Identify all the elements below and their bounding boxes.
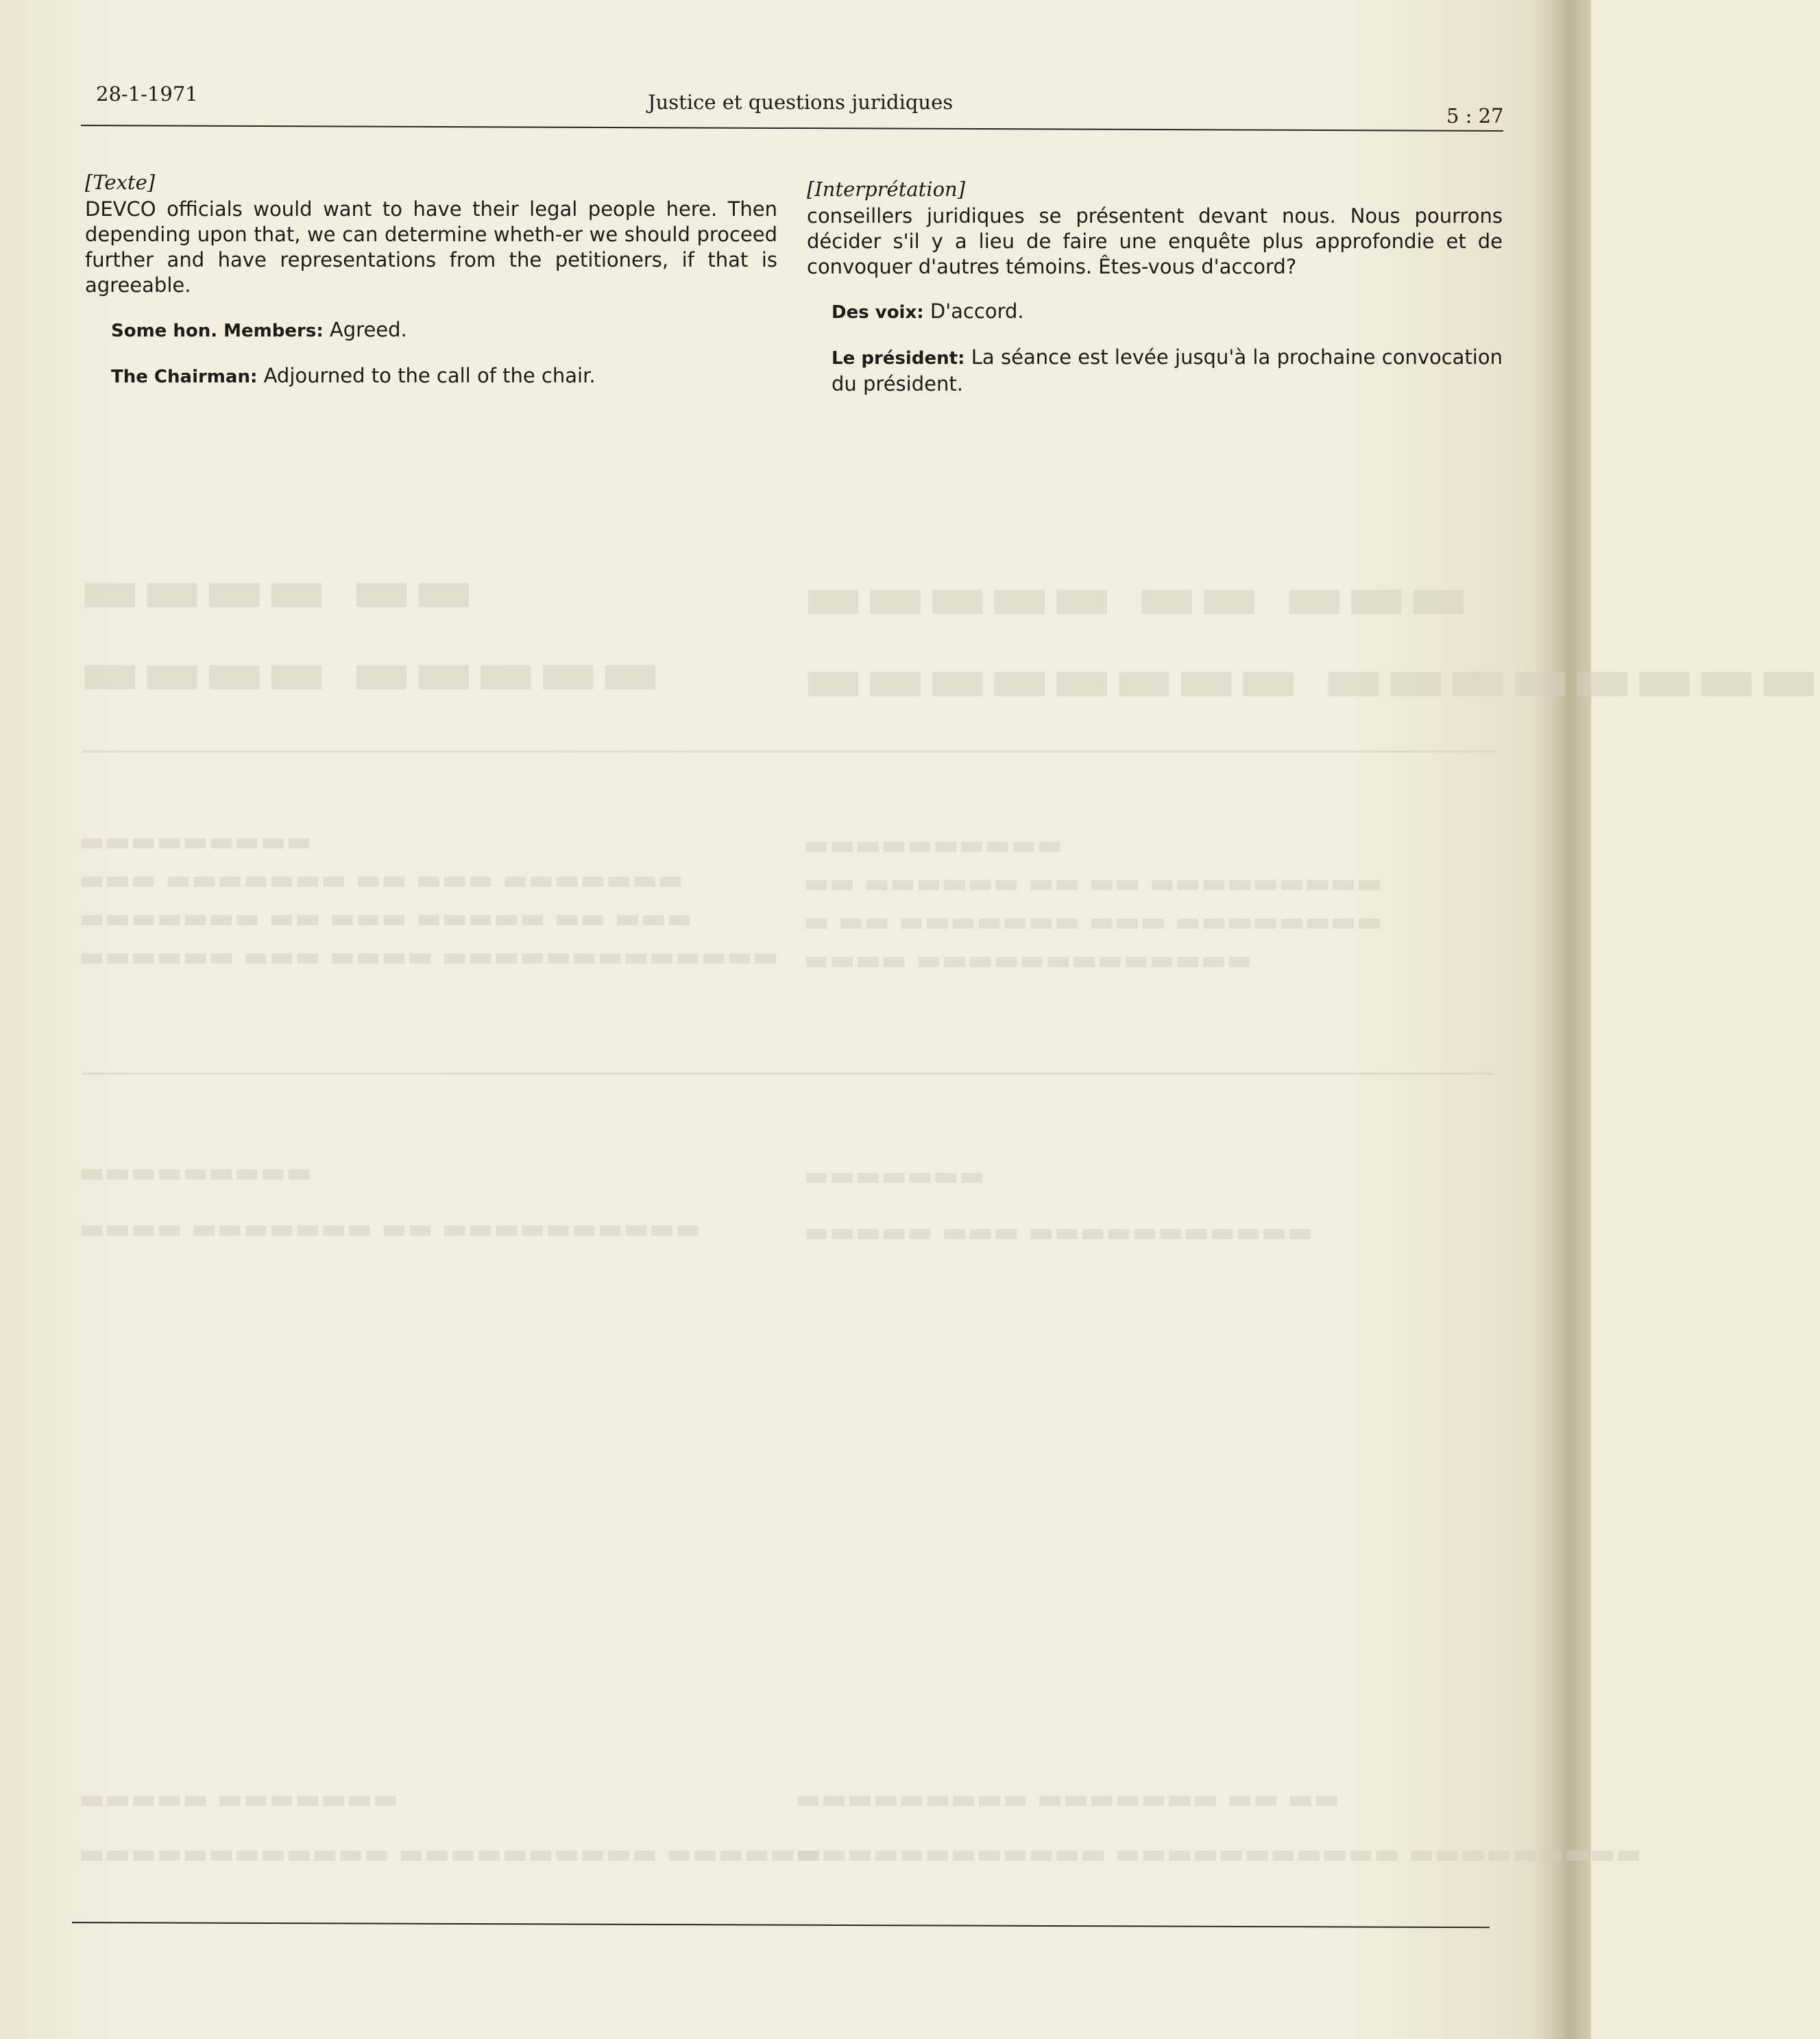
speaker-name: Des voix: — [832, 302, 924, 323]
french-column — [807, 177, 1503, 397]
transcript-paragraph: conseillers juridiques se présentent devant nous. Nous pourrons décider s'il y a lieu de faire une enquête plus approfondie et de convoquer d'autres témoins. Êtes-vous d'accord? — [807, 204, 1503, 278]
language-tag: [Texte] — [85, 171, 156, 194]
speech-text: D'accord. — [923, 300, 1024, 323]
speech-entry — [832, 345, 1503, 397]
english-column — [85, 170, 777, 390]
speech-entry — [111, 317, 777, 344]
transcript-paragraph: DEVCO officials would want to have their legal people here. Then depending upon that, we can determine wheth-er we should proceed further and have representations from the petitioners, if that is agreeable. — [85, 197, 777, 297]
speech-text: La séance est levée jusqu'à la prochaine convocation du président. — [832, 345, 1503, 395]
speech-entry — [111, 363, 777, 390]
show-through-rule — [82, 750, 1494, 753]
show-through-block: ▬▬▬▬▬▬▬▬▬ ▬▬▬▬▬▬▬ ▬▬ ▬▬ ▬▬▬▬▬▬▬▬▬▬▬▬ ▬▬▬▬▬▬▬▬▬▬▬ ▬▬▬▬▬▬▬▬▬ — [795, 1783, 1642, 1870]
show-through-block: ▬▬▬▬▬▬▬▬▬▬ ▬▬ ▬▬▬▬▬▬ ▬▬ ▬▬ ▬▬▬▬▬▬▬▬▬ ▬ ▬▬ ▬▬▬▬▬▬▬ ▬▬▬ ▬▬▬▬▬▬▬▬ ▬▬▬▬ ▬▬▬▬▬▬▬▬▬▬▬▬▬ — [803, 829, 1383, 976]
language-tag: [Interprétation] — [807, 178, 966, 201]
show-through-block: ▬▬▬▬▬▬▬▬▬ ▬▬▬ ▬▬▬▬▬▬▬ ▬▬ ▬▬▬ ▬▬▬▬▬▬▬ ▬▬▬▬▬▬▬ ▬▬ ▬▬▬ ▬▬▬▬▬ ▬▬ ▬▬▬ ▬▬▬▬▬▬ ▬▬▬ ▬▬▬▬ ▬▬▬▬▬▬▬▬▬▬▬▬▬ — [79, 826, 779, 973]
page-number: 5 : 27 — [1446, 104, 1504, 127]
speaker-name: The Chairman: — [111, 367, 258, 387]
header-title: Justice et questions juridiques — [648, 90, 954, 114]
speech-text: Agreed. — [323, 318, 407, 341]
show-through-block: ▬▬▬▬▬▬▬▬▬ ▬▬▬▬ ▬▬▬▬▬▬▬ ▬▬ ▬▬▬▬▬▬▬▬▬▬ — [79, 1157, 701, 1245]
speaker-name: Some hon. Members: — [111, 321, 324, 341]
show-through-block: ▬▬▬▬▬ ▬▬▬▬▬▬▬ ▬▬▬▬▬▬▬▬▬▬▬▬ ▬▬▬▬▬▬▬▬▬▬ ▬▬▬▬▬▬ — [79, 1783, 822, 1870]
page-edge — [1536, 0, 1591, 2039]
show-through-rule — [82, 1073, 1494, 1075]
speech-entry — [832, 299, 1503, 326]
show-through-left-title: ▬▬▬▬ ▬▬ ▬▬▬▬ ▬▬▬▬▬ — [79, 550, 662, 710]
header-date: 28-1-1971 — [96, 82, 198, 106]
speech-text: Adjourned to the call of the chair. — [257, 364, 596, 387]
show-through-block: ▬▬▬▬▬▬▬ ▬▬▬▬▬ ▬▬▬ ▬▬▬▬▬▬▬▬▬▬▬ — [803, 1160, 1313, 1248]
speaker-name: Le président: — [832, 348, 965, 369]
show-through-right-title: ▬▬▬▬▬ ▬▬ ▬▬▬ ▬▬▬▬▬▬▬▬ ▬▬▬▬▬▬▬▬ — [802, 557, 1820, 717]
